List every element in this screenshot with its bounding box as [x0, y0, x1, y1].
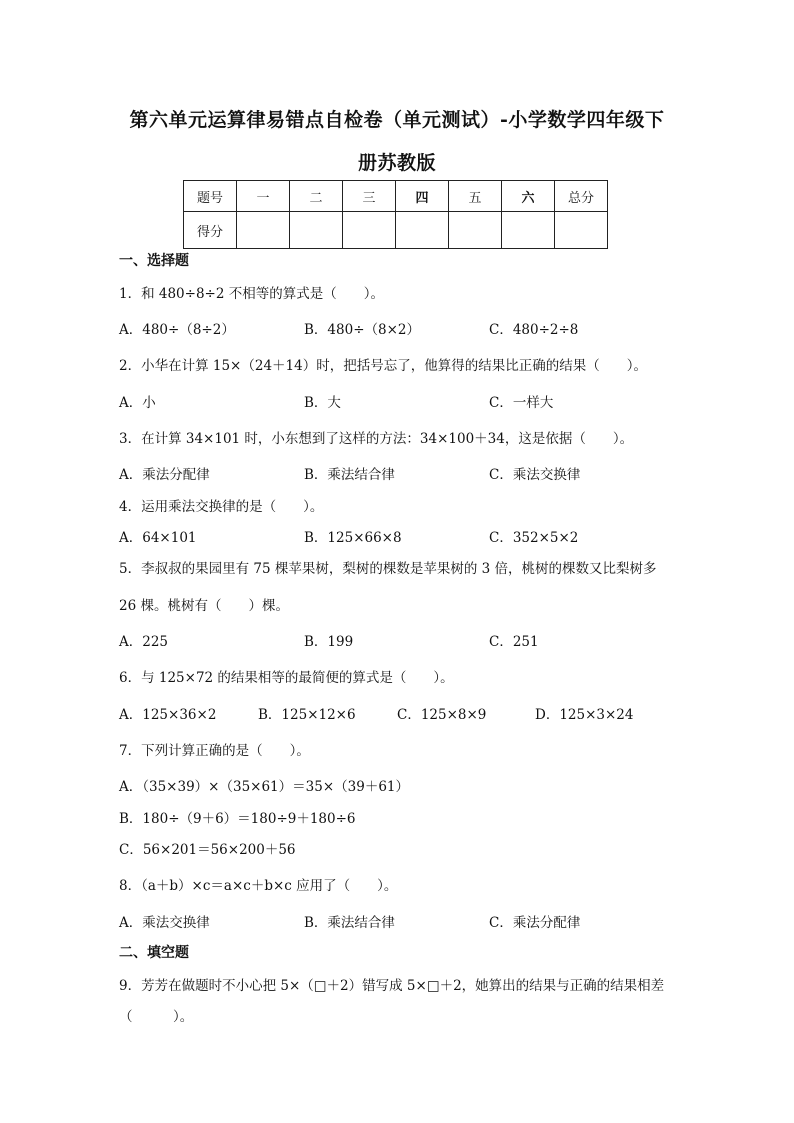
- question-5-option-a[interactable]: A．225: [119, 634, 169, 650]
- question-4-option-a[interactable]: A．64×101: [119, 530, 197, 546]
- question-8-option-c[interactable]: C．乘法分配律: [489, 915, 581, 931]
- question-8-stem: 8．（a＋b）×c＝a×c＋b×c 应用了（ ）。: [119, 878, 398, 894]
- question-8-option-b[interactable]: B．乘法结合律: [304, 915, 395, 931]
- question-7-option-c[interactable]: C．56×201＝56×200＋56: [119, 842, 296, 858]
- score-table: [183, 180, 608, 249]
- question-4-option-b[interactable]: B．125×66×8: [304, 530, 402, 546]
- header-cell-5: 五: [449, 181, 502, 212]
- question-6-option-a[interactable]: A．125×36×2: [119, 707, 217, 723]
- score-row-label: 得分: [184, 212, 237, 249]
- score-cell-total[interactable]: [555, 212, 608, 249]
- header-cell-total: 总分: [555, 181, 608, 212]
- question-2-option-a[interactable]: A．小: [119, 395, 156, 411]
- section-heading-fill-blank: 二、填空题: [119, 945, 189, 961]
- score-cell-4[interactable]: [396, 212, 449, 249]
- question-6-stem: 6．与 125×72 的结果相等的最简便的算式是（ ）。: [119, 670, 454, 686]
- question-4-stem: 4．运用乘法交换律的是（ ）。: [119, 499, 324, 515]
- section-heading-choice: 一、选择题: [119, 253, 189, 269]
- question-4-option-c[interactable]: C．352×5×2: [489, 530, 579, 546]
- score-cell-2[interactable]: [290, 212, 343, 249]
- score-table-header-row: [184, 181, 608, 212]
- question-1-option-c[interactable]: C．480÷2÷8: [489, 322, 579, 338]
- question-9-answer-blank[interactable]: （ ）。: [119, 1009, 194, 1025]
- question-6-option-c[interactable]: C．125×8×9: [397, 707, 487, 723]
- question-3-stem: 3．在计算 34×101 时，小东想到了这样的方法：34×100＋34，这是依据（ ）。: [119, 431, 634, 447]
- question-9-stem: 9．芳芳在做题时不小心把 5×（□＋2）错写成 5×□＋2，她算出的结果与正确的结果相差: [119, 978, 665, 994]
- question-3-option-a[interactable]: A．乘法分配律: [119, 467, 210, 483]
- header-cell-question-no: 题号: [184, 181, 237, 212]
- question-7-option-a[interactable]: A．（35×39）×（35×61）＝35×（39＋61）: [119, 779, 409, 795]
- question-6-option-b[interactable]: B．125×12×6: [258, 707, 356, 723]
- question-2-stem: 2．小华在计算 15×（24＋14）时，把括号忘了，他算得的结果比正确的结果（ ）。: [119, 358, 647, 374]
- score-cell-3[interactable]: [343, 212, 396, 249]
- question-3-option-c[interactable]: C．乘法交换律: [489, 467, 581, 483]
- page-title: 第六单元运算律易错点自检卷（单元测试）-小学数学四年级下: [129, 109, 665, 131]
- question-6-option-d[interactable]: D．125×3×24: [535, 707, 634, 723]
- score-cell-1[interactable]: [237, 212, 290, 249]
- question-8-option-a[interactable]: A．乘法交换律: [119, 915, 210, 931]
- score-cell-6[interactable]: [502, 212, 555, 249]
- question-7-stem: 7．下列计算正确的是（ ）。: [119, 743, 310, 759]
- header-cell-1: 一: [237, 181, 290, 212]
- page-title-continued: 册苏教版: [357, 152, 436, 174]
- score-cell-5[interactable]: [449, 212, 502, 249]
- question-2-option-c[interactable]: C．一样大: [489, 395, 554, 411]
- question-1-option-a[interactable]: A．480÷（8÷2）: [119, 322, 235, 338]
- header-cell-4: 四: [396, 181, 449, 212]
- question-5-stem-continued: 26 棵。桃树有（ ）棵。: [119, 598, 289, 614]
- header-cell-3: 三: [343, 181, 396, 212]
- header-cell-6: 六: [502, 181, 555, 212]
- question-3-option-b[interactable]: B．乘法结合律: [304, 467, 395, 483]
- score-table-score-row: [184, 212, 608, 249]
- question-2-option-b[interactable]: B．大: [304, 395, 341, 411]
- question-5-option-c[interactable]: C．251: [489, 634, 539, 650]
- header-cell-2: 二: [290, 181, 343, 212]
- question-5-stem: 5．李叔叔的果园里有 75 棵苹果树，梨树的棵数是苹果树的 3 倍，桃树的棵数又比梨树多: [119, 561, 657, 577]
- question-5-option-b[interactable]: B．199: [304, 634, 354, 650]
- question-1-option-b[interactable]: B．480÷（8×2）: [304, 322, 420, 338]
- question-7-option-b[interactable]: B．180÷（9＋6）＝180÷9＋180÷6: [119, 811, 356, 827]
- question-1-stem: 1．和 480÷8÷2 不相等的算式是（ ）。: [119, 286, 384, 302]
